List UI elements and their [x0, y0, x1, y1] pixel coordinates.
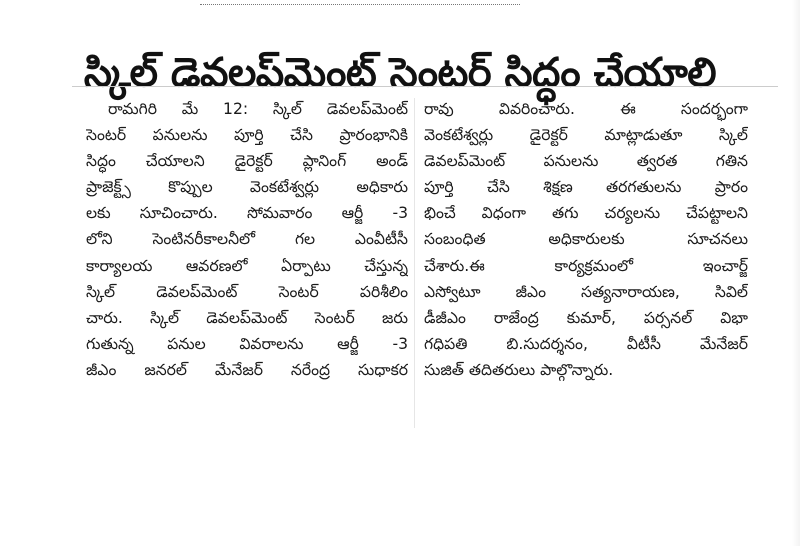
clipping-top-edge	[200, 0, 520, 5]
article-line: రామగిరి మే 12: స్కిల్ డెవలప్‌మెంట్	[108, 100, 408, 118]
article-line: చారు. స్కిల్ డెవలప్‌మెంట్ సెంటర్ జరు	[86, 308, 408, 327]
article-line: డీజీఎం రాజేంద్ర కుమార్, పర్సనల్ విభా	[424, 308, 748, 327]
clipping-right-edge	[792, 0, 800, 546]
article-line: లోని సెంటినరీకాలనీలో గల ఎంవీటీసీ	[86, 230, 408, 249]
article-line: గధిపతి బి.సుదర్శనం, వీటీసీ మేనేజర్	[424, 334, 748, 353]
article-line: ప్రాజెక్ట్స్ కొప్పుల వెంకటేశ్వర్లు అధికారు	[86, 178, 408, 197]
article-line: లకు సూచించారు. సోమవారం ఆర్జీ -3	[86, 204, 408, 223]
article-line: జీఎం జనరల్ మేనేజర్ నరేంద్ర సుధాకర	[86, 360, 408, 379]
article-line: సెంటర్ పనులను పూర్తి చేసి ప్రారంభానికి	[86, 126, 408, 145]
article-line: పూర్తి చేసి శిక్షణ తరగతులను ప్రారం	[424, 178, 748, 197]
article-line: భించే విధంగా తగు చర్యలను చేపట్టాలని	[424, 204, 748, 223]
article-line: చేశారు.ఈ కార్యక్రమంలో ఇంచార్జ్	[424, 256, 748, 275]
article-line: స్కిల్ డెవలప్‌మెంట్ సెంటర్ పరిశీలిం	[86, 282, 408, 301]
article-headline: స్కిల్ డెవలప్‌మెంట్ సెంటర్ సిద్ధం చేయాలి	[83, 49, 717, 96]
headline-rule	[72, 86, 778, 87]
article-column-left	[86, 96, 408, 383]
article-line: రావు వివరించారు. ఈ సందర్భంగా	[424, 100, 748, 118]
column-gutter	[414, 98, 415, 428]
article-line: సిద్ధం చేయాలని డైరెక్టర్ ప్లానింగ్ అండ్	[86, 152, 408, 171]
article-line: సంబంధిత అధికారులకు సూచనలు	[424, 230, 748, 249]
article-column-right	[424, 96, 748, 383]
article-line: గుతున్న పనుల వివరాలను ఆర్జీ -3	[86, 334, 408, 353]
article-line: సుజిత్ తదితరులు పాల్గొన్నారు.	[424, 360, 614, 379]
article-line: డెవలప్‌మెంట్ పనులను త్వరత గతిన	[424, 152, 748, 171]
article-line: ఎస్వోటూ జీఎం సత్యనారాయణ, సివిల్	[424, 282, 748, 301]
article-line: కార్యాలయ ఆవరణలో ఏర్పాటు చేస్తున్న	[86, 256, 408, 275]
article-line: వెంకటేశ్వర్లు డైరెక్టర్ మాట్లాడుతూ స్కిల్	[424, 126, 748, 145]
